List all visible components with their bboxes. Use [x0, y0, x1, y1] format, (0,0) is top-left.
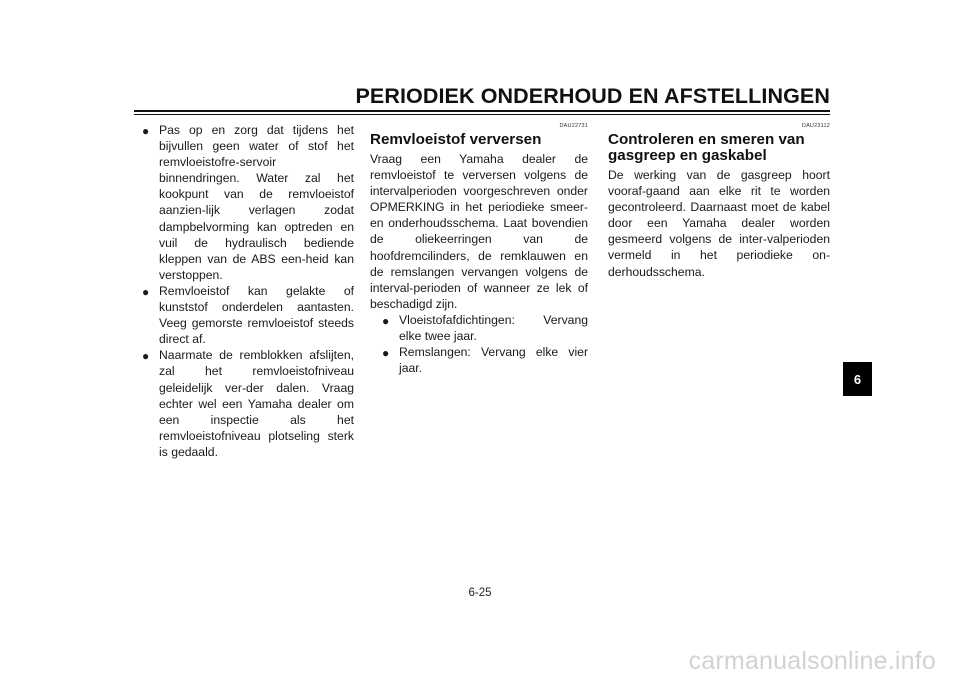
bullet-icon: ●: [142, 124, 150, 138]
bullet-text: Vloeistofafdichtingen: Vervang elke twee jaar.: [399, 312, 588, 344]
column-2: [370, 122, 588, 376]
bullet-icon: ●: [382, 313, 390, 328]
bullet-icon: ●: [142, 284, 150, 299]
bullet-item: [142, 347, 354, 460]
page-number: 6-25: [468, 587, 492, 599]
bullet-icon: ●: [382, 346, 390, 361]
header-rule-thin: [134, 114, 830, 115]
section-paragraph: De werking van de gasgreep hoort vooraf-gaand aan elke rit te worden gecontroleerd. Daarnaast moet de kabel door een Yamaha dealer worden gesmeerd volgens de inter-valperioden vermeld in het periodieke on-derhoudsschema.: [608, 168, 830, 279]
section-title-line: Controleren en smeren van: [608, 131, 805, 148]
section-code: DAU22731: [559, 123, 588, 129]
section-paragraph: Vraag een Yamaha dealer de remvloeistof te verversen volgens de intervalperioden voorgeschreven onder OPMERKING in het periodieke smeer- en onderhoudsschema. Laat bovendien de oliekeerringen van de hoofdremcilinders, de remklauwen en de remslangen vervangen volgens de interval-perioden of wanneer ze lek of beschadigd zijn.: [370, 152, 588, 311]
page-header-title: PERIODIEK ONDERHOUD EN AFSTELLINGEN: [355, 84, 830, 108]
bullet-item: [142, 283, 354, 347]
column-3: [608, 122, 830, 280]
bullet-item: [382, 312, 588, 344]
bullet-text: Remslangen: Vervang elke vier jaar.: [399, 345, 588, 376]
bullet-icon: ●: [142, 349, 150, 364]
chapter-tab: 6: [843, 362, 872, 396]
column-1: [142, 122, 354, 460]
bullet-item: [382, 344, 588, 376]
section-title: [608, 132, 830, 164]
bullet-text: Pas op en zorg dat tijdens het bijvullen geen water of stof het remvloeistofre-servoir binnendringen. Water zal het kookpunt van de remvloeistof aanzien-lijk verlagen zodat dampbelvorming kan optreden en vuil de hydraulisch bediende kleppen van de ABS een-heid kan verstoppen.: [159, 123, 354, 282]
bullet-text: Naarmate de remblokken afslijten, zal het remvloeistofniveau geleidelijk ver-der dalen. Vraag echter wel een Yamaha dealer om een inspectie als het remvloeistofniveau plotseling sterk is gedaald.: [159, 348, 354, 459]
section-code: DAU23112: [801, 123, 830, 129]
section-title-line: gasgreep en gaskabel: [608, 147, 767, 164]
bullet-text: Remvloeistof kan gelakte of kunststof onderdelen aantasten. Veeg gemorste remvloeistof steeds direct af.: [159, 283, 354, 347]
watermark: carmanualsonline.info: [688, 647, 936, 675]
bullet-item: [142, 122, 354, 283]
header-rule: [134, 110, 830, 112]
section-title: Remvloeistof verversen: [370, 131, 542, 148]
